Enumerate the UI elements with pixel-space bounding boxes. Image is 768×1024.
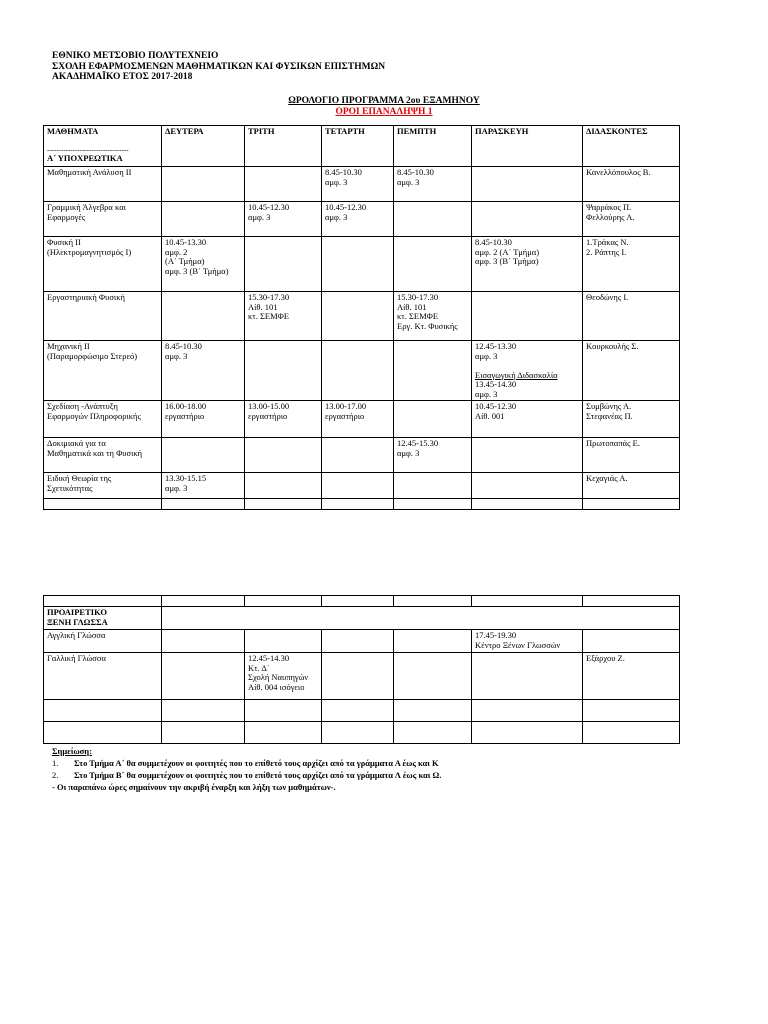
schedule-cell-tue-line: Αίθ. 101 xyxy=(248,301,278,312)
empty-cell xyxy=(162,700,245,722)
note-item-2-text: Στο Τμήμα Β΄ θα συμμετέχουν οι φοιτητές που το επίθετό τους αρχίζει από τα γράμματα Λ έως και Ω. xyxy=(74,770,442,780)
teacher-cell-line: Κεχαγιάς Α. xyxy=(586,473,628,483)
schedule-cell-tue xyxy=(245,202,322,237)
timetable-mandatory xyxy=(43,125,680,510)
schedule-cell-mon-line: 10.45-13.30 xyxy=(165,237,207,247)
empty-cell xyxy=(44,499,162,510)
column-header-label: ΔΕΥΤΕΡΑ xyxy=(165,126,204,136)
schedule-cell-tue-line: 12.45-14.30 xyxy=(248,653,290,663)
column-header-label: ΜΑΘΗΜΑΤΑ xyxy=(47,126,99,136)
empty-cell xyxy=(394,722,472,744)
schedule-cell-mon-line: αμφ. 2 xyxy=(165,246,188,257)
schedule-cell-wed-line: αμφ. 3 xyxy=(325,211,348,222)
teacher-cell-line: 2. Ράπτης Ι. xyxy=(586,246,627,257)
column-header xyxy=(394,126,472,167)
schedule-cell-thu-line: 8.45-10.30 xyxy=(397,167,434,177)
schedule-cell-fri-line: αμφ. 3 (Β΄ Τμήμα) xyxy=(475,256,539,266)
schedule-cell-wed-line: εργαστήριο xyxy=(325,410,365,421)
table-row-empty xyxy=(44,499,680,510)
table-row xyxy=(44,202,680,237)
schedule-cell-fri xyxy=(472,653,583,700)
table-row-empty xyxy=(44,700,680,722)
schedule-cell-mon xyxy=(162,401,245,438)
schedule-cell-tue-line: 13.00-15.00 xyxy=(248,401,290,411)
teacher-cell-line: Φελλούρης Α. xyxy=(586,211,635,222)
table-row xyxy=(44,167,680,202)
empty-cell xyxy=(162,499,245,510)
schedule-cell-fri-line: 13.45-14.30 xyxy=(475,379,517,389)
schedule-cell-wed-line: αμφ. 3 xyxy=(325,176,348,187)
course-cell-line: Μηχανική ΙΙ xyxy=(47,341,90,351)
schedule-cell-tue-line: κτ. ΣΕΜΦΕ xyxy=(248,311,290,321)
schedule-title-subtitle: ΟΡΟΙ ΕΠΑΝΑΛΗΨΗ 1 xyxy=(335,106,433,117)
schedule-cell-wed-line: 13.00-17.00 xyxy=(325,401,367,411)
schedule-cell-thu xyxy=(394,292,472,341)
schedule-cell-thu xyxy=(394,237,472,292)
schedule-cell-fri xyxy=(472,473,583,499)
teacher-cell-line: Κανελλόπουλος Β. xyxy=(586,167,651,177)
empty-cell xyxy=(44,700,162,722)
schedule-cell-thu-line: αμφ. 3 xyxy=(397,447,420,458)
course-cell xyxy=(44,438,162,473)
schedule-cell-tue xyxy=(245,473,322,499)
course-cell xyxy=(44,653,162,700)
schedule-cell-mon xyxy=(162,630,245,653)
schedule-cell-fri-line: Κέντρο Ξένων Γλωσσών xyxy=(475,639,561,650)
table-row xyxy=(44,653,680,700)
schedule-cell-thu xyxy=(394,341,472,401)
column-header-label: ΠΕΜΠΤΗ xyxy=(397,126,437,136)
empty-cell xyxy=(44,722,162,744)
schedule-cell-wed xyxy=(322,341,394,401)
course-cell-line: Εφαρμογών Πληροφορικής xyxy=(47,410,141,421)
empty-cell xyxy=(583,596,680,607)
table-row xyxy=(44,473,680,499)
teacher-cell xyxy=(583,473,680,499)
course-cell xyxy=(44,401,162,438)
note-item-1-number: 1. xyxy=(52,758,59,768)
schedule-cell-fri xyxy=(472,341,583,401)
teacher-cell-line: Κουρκουλής Σ. xyxy=(586,341,639,351)
schedule-cell-thu xyxy=(394,653,472,700)
note-item-2 xyxy=(52,769,441,781)
schedule-cell-thu-line: Αίθ. 101 xyxy=(397,301,427,312)
schedule-cell-tue xyxy=(245,401,322,438)
course-cell xyxy=(44,202,162,237)
course-cell xyxy=(44,630,162,653)
empty-cell xyxy=(322,722,394,744)
empty-cell xyxy=(394,596,472,607)
schedule-cell-mon-line: 13.30-15.15 xyxy=(165,473,207,483)
schedule-title xyxy=(0,96,768,117)
schedule-cell-mon-line: (Α΄ Τμήμα) xyxy=(165,256,205,266)
schedule-cell-tue xyxy=(245,292,322,341)
schedule-cell-mon-line: 16.00-18.00 xyxy=(165,401,207,411)
empty-cell xyxy=(583,722,680,744)
table-row-empty xyxy=(44,722,680,744)
schedule-cell-tue-line: Σχολή Ναυπηγών xyxy=(248,672,309,682)
schedule-cell-mon-line: 8.45-10.30 xyxy=(165,341,202,351)
schedule-cell-wed-line: 10.45-12.30 xyxy=(325,202,367,212)
empty-cell xyxy=(394,499,472,510)
course-cell-line: Μαθηματικά και τη Φυσική xyxy=(47,447,143,458)
column-header xyxy=(322,126,394,167)
teacher-cell xyxy=(583,401,680,438)
empty-cell xyxy=(472,722,583,744)
schedule-cell-tue xyxy=(245,167,322,202)
schedule-cell-thu xyxy=(394,167,472,202)
academic-year: ΑΚΑΔΗΜΑΪΚΟ ΕΤΟΣ 2017-2018 xyxy=(52,72,193,82)
schedule-cell-wed xyxy=(322,401,394,438)
schedule-cell-wed xyxy=(322,292,394,341)
course-cell xyxy=(44,237,162,292)
schedule-cell-tue xyxy=(245,237,322,292)
schedule-cell-wed xyxy=(322,653,394,700)
schedule-cell-tue-line: εργαστήριο xyxy=(248,410,288,421)
schedule-cell-fri xyxy=(472,202,583,237)
table-row xyxy=(44,237,680,292)
column-header-label: ΤΕΤΑΡΤΗ xyxy=(325,126,365,136)
schedule-cell-mon xyxy=(162,341,245,401)
column-header-label: ΠΑΡΑΣΚΕΥΗ xyxy=(475,126,529,136)
schedule-cell-wed xyxy=(322,202,394,237)
note-item-2-number: 2. xyxy=(52,770,59,780)
empty-cell xyxy=(322,596,394,607)
teacher-cell xyxy=(583,167,680,202)
schedule-cell-thu-line: κτ. ΣΕΜΦΕ xyxy=(397,311,439,321)
schedule-cell-wed xyxy=(322,473,394,499)
schedule-cell-wed xyxy=(322,630,394,653)
school-name: ΣΧΟΛΗ ΕΦΑΡΜΟΣΜΕΝΩΝ ΜΑΘΗΜΑΤΙΚΩΝ ΚΑΙ ΦΥΣΙΚΩΝ ΕΠΙΣΤΗΜΩΝ xyxy=(52,61,386,72)
empty-cell xyxy=(245,499,322,510)
course-cell xyxy=(44,167,162,202)
teacher-cell-line: Πρωτοπαπάς Ε. xyxy=(586,438,640,448)
schedule-cell-thu xyxy=(394,630,472,653)
schedule-cell-wed xyxy=(322,438,394,473)
schedule-cell-mon-line: αμφ. 3 (Β΄ Τμήμα) xyxy=(165,265,229,276)
column-header xyxy=(245,126,322,167)
schedule-cell-mon xyxy=(162,292,245,341)
section-blank-cell xyxy=(162,607,680,630)
schedule-cell-thu-line: 12.45-15.30 xyxy=(397,438,439,448)
schedule-cell-fri xyxy=(472,438,583,473)
empty-cell xyxy=(583,700,680,722)
empty-cell xyxy=(322,700,394,722)
schedule-cell-thu-line: αμφ. 3 xyxy=(397,176,420,187)
empty-cell xyxy=(162,722,245,744)
table-row xyxy=(44,292,680,341)
course-cell-line: Σχετικότητας xyxy=(47,482,93,493)
schedule-cell-mon-line: εργαστήριο xyxy=(165,410,205,421)
course-cell-line: Δοκιμιακά για τα xyxy=(47,438,106,448)
teacher-cell-line: Στεφανέας Π. xyxy=(586,410,633,421)
schedule-cell-mon xyxy=(162,473,245,499)
course-cell xyxy=(44,473,162,499)
schedule-cell-fri xyxy=(472,292,583,341)
teacher-cell-line: Συμβώνης Α. xyxy=(586,401,632,411)
schedule-cell-fri-line: Εισαγωγική Διδασκαλία xyxy=(475,369,558,380)
schedule-cell-fri-line: 17.45-19.30 xyxy=(475,630,517,640)
dash-separator: ----------------------------------- xyxy=(47,145,129,154)
schedule-cell-fri-line: 8.45-10.30 xyxy=(475,237,512,247)
course-cell-line: Εργαστηριακή Φυσική xyxy=(47,292,125,302)
course-cell-line: Σχεδίαση -Ανάπτυξη xyxy=(47,401,118,411)
schedule-cell-fri xyxy=(472,401,583,438)
schedule-cell-fri xyxy=(472,630,583,653)
course-cell-line: Εφαρμογές xyxy=(47,211,86,222)
table-row-empty xyxy=(44,596,680,607)
course-cell-line: Μαθηματική Ανάλυση ΙΙ xyxy=(47,167,132,177)
schedule-cell-tue-line: 10.45-12.30 xyxy=(248,202,290,212)
schedule-cell-thu xyxy=(394,401,472,438)
schedule-cell-tue xyxy=(245,341,322,401)
empty-cell xyxy=(245,722,322,744)
table-row xyxy=(44,341,680,401)
schedule-cell-mon xyxy=(162,438,245,473)
schedule-cell-fri xyxy=(472,237,583,292)
column-header xyxy=(472,126,583,167)
notes-section xyxy=(52,745,441,793)
schedule-cell-fri-line: αμφ. 2 (Α΄ Τμήμα) xyxy=(475,246,540,257)
schedule-cell-mon-line: αμφ. 3 xyxy=(165,350,188,361)
course-cell-line: Γραμμική Άλγεβρα και xyxy=(47,202,126,212)
empty-cell xyxy=(472,499,583,510)
schedule-cell-fri-line: Αίθ. 001 xyxy=(475,410,505,421)
section-label: Α΄ ΥΠΟΧΡΕΩΤΙΚΑ xyxy=(47,152,123,163)
notes-heading: Σημείωση: xyxy=(52,746,92,756)
schedule-cell-fri-line: 12.45-13.30 xyxy=(475,341,517,351)
teacher-cell-line: Εξάρχου Ζ. xyxy=(586,653,625,663)
schedule-cell-tue-line: Κτ. Δ΄ xyxy=(248,662,270,673)
section-label: ΞΕΝΗ ΓΛΩΣΣΑ xyxy=(47,616,108,627)
document-header xyxy=(52,51,385,83)
column-header xyxy=(44,126,162,167)
schedule-cell-fri xyxy=(472,167,583,202)
teacher-cell xyxy=(583,202,680,237)
course-cell-line: Γαλλική Γλώσσα xyxy=(47,653,106,663)
empty-cell xyxy=(394,700,472,722)
empty-cell xyxy=(245,700,322,722)
column-header-label: ΤΡΙΤΗ xyxy=(248,126,275,136)
teacher-cell xyxy=(583,237,680,292)
schedule-cell-fri-line: αμφ. 3 xyxy=(475,388,498,399)
schedule-cell-tue xyxy=(245,438,322,473)
university-name: ΕΘΝΙΚΟ ΜΕΤΣΟΒΙΟ ΠΟΛΥΤΕΧΝΕΙΟ xyxy=(52,51,219,61)
schedule-cell-mon xyxy=(162,202,245,237)
schedule-cell-mon xyxy=(162,653,245,700)
table-header-row xyxy=(44,126,680,167)
notes-footer: - Οι παραπάνω ώρες σημαίνουν την ακριβή έναρξη και λήξη των μαθημάτων-. xyxy=(52,782,336,792)
timetable-optional xyxy=(43,595,680,744)
section-label: ΠΡΟΑΙΡΕΤΙΚΟ xyxy=(47,607,107,617)
course-cell-line: (Παραμορφώσιμο Στερεό) xyxy=(47,350,138,361)
schedule-cell-wed xyxy=(322,237,394,292)
column-header xyxy=(162,126,245,167)
schedule-cell-tue-line: Αίθ. 004 ισόγειο xyxy=(248,681,305,692)
schedule-cell-wed-line: 8.45-10.30 xyxy=(325,167,362,177)
table-row xyxy=(44,438,680,473)
column-header-label: ΔΙΔΑΣΚΟΝΤΕΣ xyxy=(586,126,648,136)
note-item-1-text: Στο Τμήμα Α΄ θα συμμετέχουν οι φοιτητές που το επίθετό τους αρχίζει από τα γράμματα Α έως και Κ xyxy=(74,758,439,768)
table-row xyxy=(44,630,680,653)
course-cell xyxy=(44,341,162,401)
schedule-cell-tue-line: 15.30-17.30 xyxy=(248,292,290,302)
teacher-cell-line: 1.Τράκας Ν. xyxy=(586,237,629,247)
table-row xyxy=(44,401,680,438)
schedule-title-main: ΩΡΟΛΟΓΙΟ ΠΡΟΓΡΑΜΜΑ 2ου ΕΞΑΜΗΝΟΥ xyxy=(288,96,480,106)
schedule-cell-thu xyxy=(394,438,472,473)
section-row xyxy=(44,607,680,630)
schedule-cell-mon xyxy=(162,237,245,292)
empty-cell xyxy=(472,700,583,722)
empty-cell xyxy=(44,596,162,607)
course-cell-line: (Ηλεκτρομαγνητισμός Ι) xyxy=(47,246,132,257)
teacher-cell xyxy=(583,341,680,401)
schedule-cell-thu xyxy=(394,202,472,237)
schedule-cell-wed xyxy=(322,167,394,202)
schedule-cell-mon-line: αμφ. 3 xyxy=(165,482,188,493)
teacher-cell xyxy=(583,630,680,653)
schedule-cell-tue xyxy=(245,653,322,700)
section-label-cell xyxy=(44,607,162,630)
teacher-cell-line: Θεοδώνης Ι. xyxy=(586,292,629,302)
empty-cell xyxy=(162,596,245,607)
schedule-cell-thu-line: 15.30-17.30 xyxy=(397,292,439,302)
teacher-cell-line: Ψαρράκος Π. xyxy=(586,202,632,212)
note-item-1 xyxy=(52,757,441,769)
course-cell-line: Αγγλική Γλώσσα xyxy=(47,630,106,640)
empty-cell xyxy=(583,499,680,510)
schedule-cell-fri-line: αμφ. 3 xyxy=(475,350,498,361)
empty-cell xyxy=(322,499,394,510)
teacher-cell xyxy=(583,438,680,473)
schedule-cell-fri-line: 10.45-12.30 xyxy=(475,401,517,411)
schedule-cell-mon xyxy=(162,167,245,202)
schedule-cell-tue-line: αμφ. 3 xyxy=(248,211,271,222)
schedule-cell-tue xyxy=(245,630,322,653)
course-cell-line: Ειδική Θεωρία της xyxy=(47,473,112,483)
schedule-cell-thu-line: Εργ. Κτ. Φυσικής xyxy=(397,320,458,331)
schedule-cell-thu xyxy=(394,473,472,499)
teacher-cell xyxy=(583,653,680,700)
column-header xyxy=(583,126,680,167)
teacher-cell xyxy=(583,292,680,341)
course-cell-line: Φυσική ΙΙ xyxy=(47,237,81,247)
empty-cell xyxy=(245,596,322,607)
empty-cell xyxy=(472,596,583,607)
course-cell xyxy=(44,292,162,341)
